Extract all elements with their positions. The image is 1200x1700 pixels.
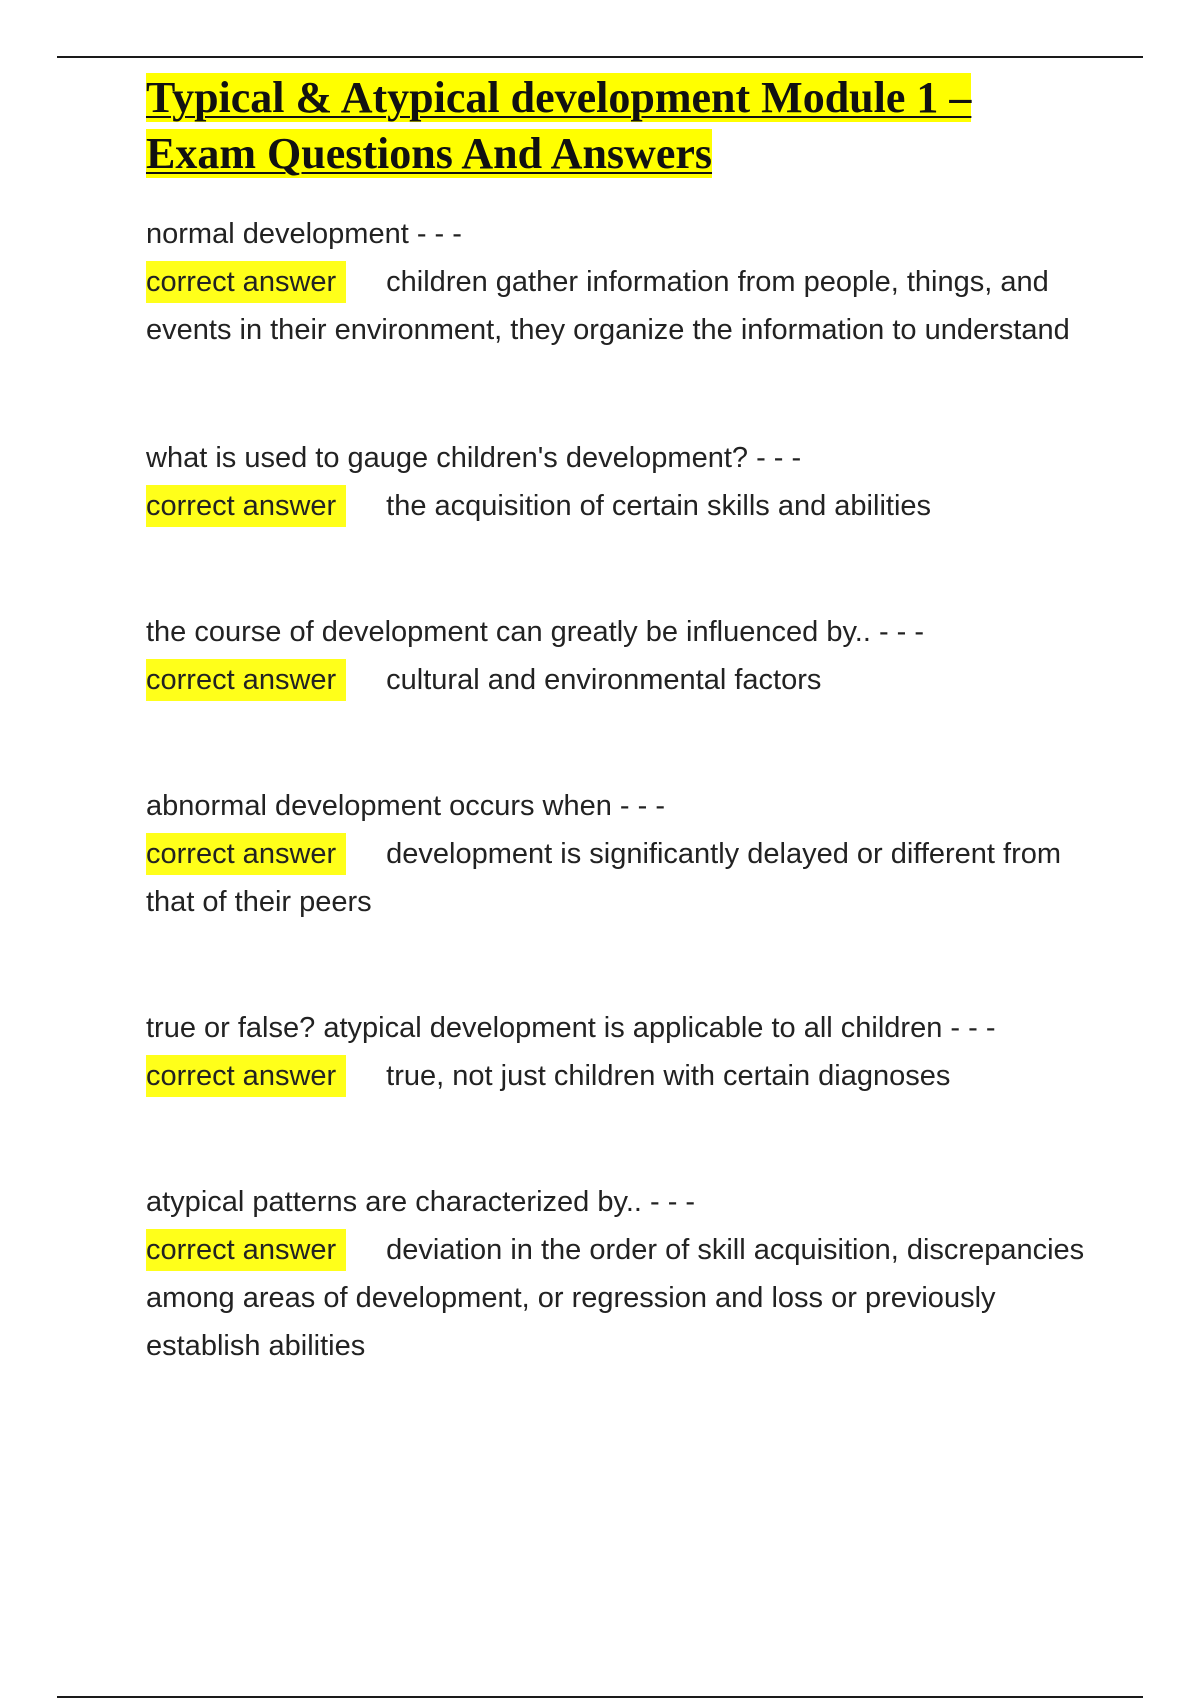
correct-answer-label: correct answer [146,1055,346,1097]
correct-answer-label: correct answer [146,1229,346,1271]
document-body [146,70,1086,1370]
answer-line [146,830,1086,926]
spacer [146,530,1086,608]
correct-answer-label: correct answer [146,833,346,875]
qa-item [146,210,1086,354]
question-text: true or false? atypical development is applicable to all children - - - [146,1012,996,1044]
correct-answer-label: correct answer [146,659,346,701]
answer-line [146,1052,1086,1100]
bottom-rule [57,1696,1143,1698]
question-text: normal development - - - [146,218,462,250]
document-title [146,70,1086,182]
qa-item [146,434,1086,530]
qa-item [146,782,1086,926]
qa-item [146,608,1086,704]
spacer [146,1100,1086,1178]
title-line-1: Typical & Atypical development Module 1 – [146,73,972,122]
spacer [146,704,1086,782]
answer-text: deviation in the order of skill acquisition, discrepancies among areas of development, or regression and loss or previously establish abilities [146,1234,1085,1362]
top-rule [57,56,1143,58]
correct-answer-label: correct answer [146,485,346,527]
question-text: what is used to gauge children's development? - - - [146,442,802,474]
spacer [146,926,1086,1004]
question-text: the course of development can greatly be influenced by.. - - - [146,616,925,648]
answer-text: children gather information from people, things, and events in their environment, they organize the information to understand [146,266,1070,346]
question-text: atypical patterns are characterized by.. - - - [146,1186,696,1218]
qa-list [146,210,1086,1370]
spacer [146,354,1086,434]
title-line-2: Exam Questions And Answers [146,129,713,178]
qa-item [146,1178,1086,1370]
answer-line [146,482,1086,530]
answer-text: cultural and environmental factors [386,664,822,696]
correct-answer-label: correct answer [146,261,346,303]
question-text: abnormal development occurs when - - - [146,790,666,822]
answer-line [146,656,1086,704]
answer-text: the acquisition of certain skills and abilities [386,490,932,522]
answer-text: development is significantly delayed or different from that of their peers [146,838,1062,918]
answer-line [146,1226,1086,1370]
qa-item [146,1004,1086,1100]
answer-text: true, not just children with certain diagnoses [386,1060,951,1092]
answer-line [146,258,1086,354]
